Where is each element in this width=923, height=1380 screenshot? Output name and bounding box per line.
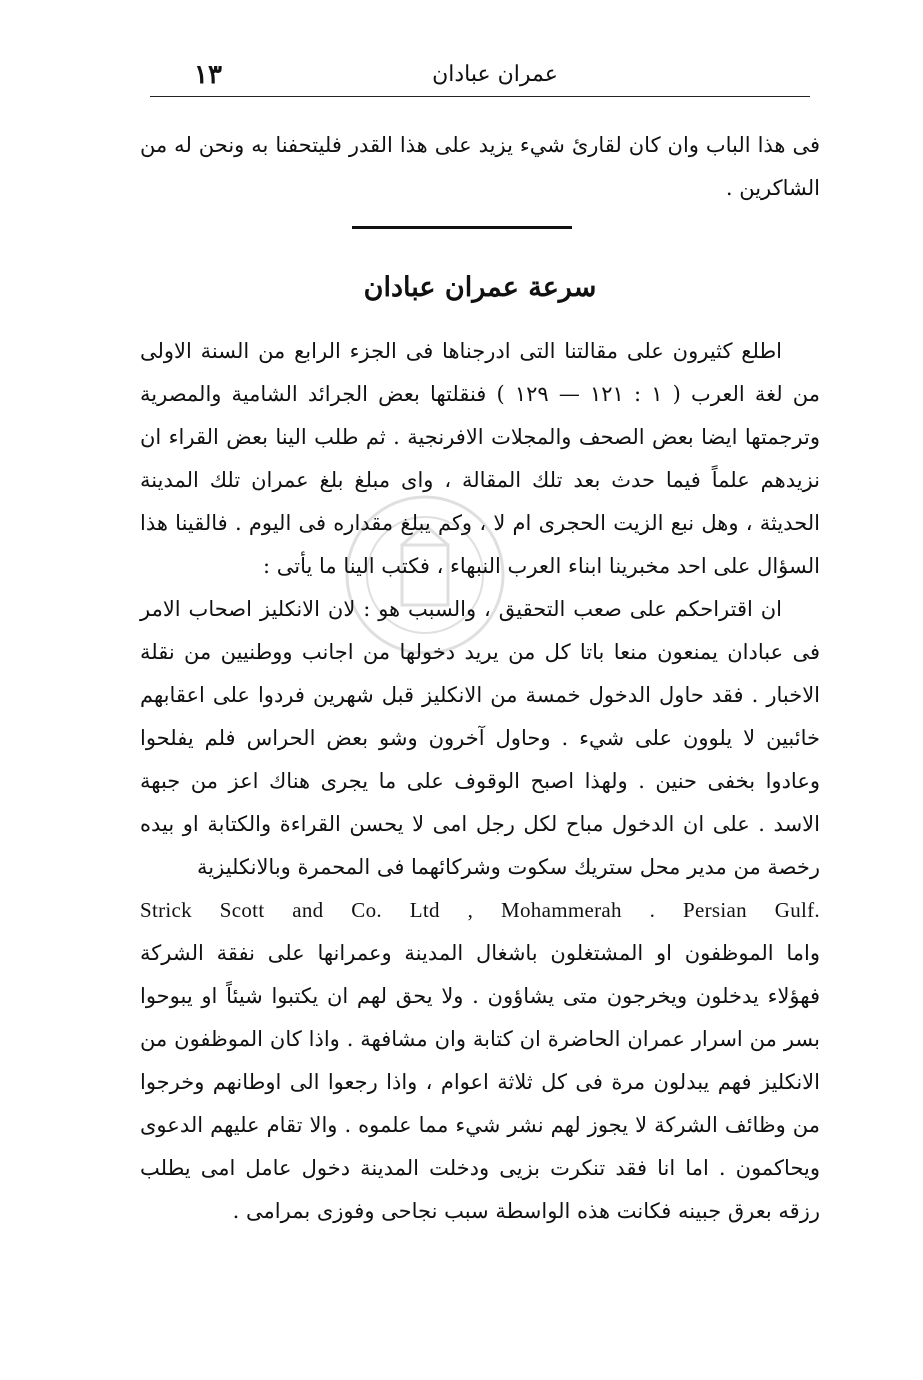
intro-paragraph-text: فى هذا الباب وان كان لقارئ شيء يزيد على هذا القدر فليتحفنا به ونحن له من الشاكرين . [140,133,820,200]
section-divider [352,226,572,229]
intro-paragraph [140,124,820,210]
paragraph-1: اطلع كثيرون على مقالتنا التى ادرجناها فى الجزء الرابع من السنة الاولى من لغة العرب ( ١ : ١٢١ — ١٢٩ ) فنقلتها بعض الجرائد الشامية والمصرية وترجمتها ايضا بعض الصحف والمجلات الافرنجية . ثم طلب الينا بعض القراء ان نزيدهم علماً فيما حدث بعد تلك المقالة ، واى مبلغ بلغ عمران تلك المدينة الحديثة ، وهل نبع الزيت الحجرى ام لا ، وكم يبلغ مقداره فى اليوم . فالقينا هذا السؤال على احد مخبرينا ابناء العرب النبهاء ، فكتب الينا ما يأتى : [140,339,820,578]
running-header [150,56,810,97]
company-address-line: Strick Scott and Co. Ltd , Mohammerah . Persian Gulf. [140,898,820,922]
section-title: سرعة عمران عبادان [363,272,597,303]
running-title: عمران عبادان [432,62,558,87]
paragraph-2: ان اقتراحكم على صعب التحقيق ، والسبب هو : لان الانكليز اصحاب الامر فى عبادان يمنعون منعا باتا كل من يريد دخولها من اجانب ووطنيين من نقلة الاخبار . فقد حاول الدخول خمسة من الانكليز قبل شهرين فردوا على اعقابهم خائبين لا يلوون على شيء . وحاول آخرون وشو بعض الحراس فلم يفلحوا وعادوا بخفى حنين . ولهذا اصبح الوقوف على ما يجرى هناك اعز من جبهة الاسد . على ان الدخول مباح لكل رجل امى لا يحسن القراءة والكتابة او بيده رخصة من مدير محل ستريك سكوت وشركائهما فى المحمرة وبالانكليزية [140,597,820,879]
paragraph-3: واما الموظفون او المشتغلون باشغال المدينة وعمرانها على نفقة الشركة فهؤلاء يدخلون ويخرجون متى يشاؤون . ولا يحق لهم ان يكتبوا شيئاً او يبوحوا بسر من اسرار عمران الحاضرة ان كتابة وان مشافهة . واذا كان الموظفون من الانكليز فهم يبدلون مرة فى كل ثلاثة اعوام ، واذا رجعوا الى اوطانهم وخرجوا من وظائف الشركة لا يجوز لهم نشر شيء مما علموه . والا تقام عليهم الدعوى ويحاكمون . اما انا فقد تنكرت بزيى ودخلت المدينة دخول عامل امى يطلب رزقه بعرق جبينه فكانت هذه الواسطة سبب نجاحى وفوزى بمرامى . [140,941,820,1223]
page-number: ١٣ [194,60,222,90]
article-body [140,330,820,1233]
